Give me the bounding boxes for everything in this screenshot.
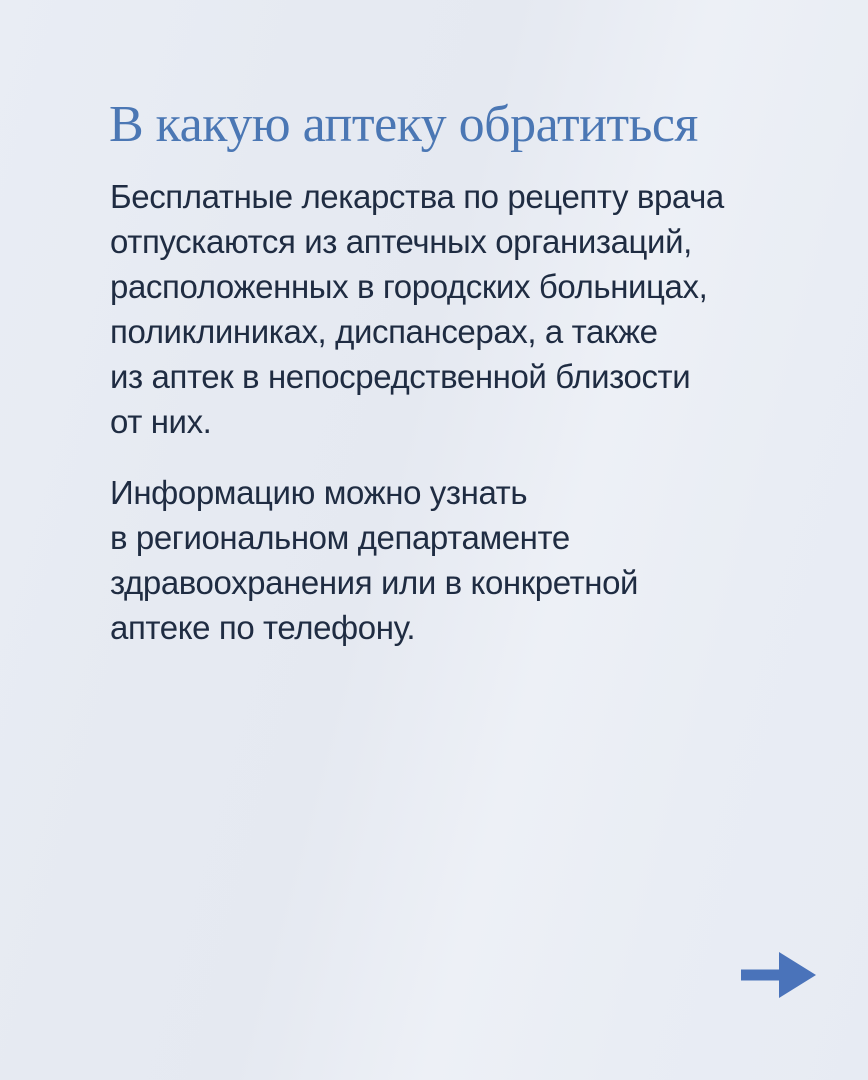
- arrow-right-icon: [739, 943, 817, 1007]
- next-slide-button[interactable]: [739, 943, 817, 1007]
- text-line: отпускаются из аптечных организаций,: [110, 223, 692, 260]
- text-line: из аптек в непосредственной близости: [110, 358, 691, 395]
- text-line: здравоохранения или в конкретной: [110, 564, 639, 601]
- text-line: Информацию можно узнать: [110, 474, 528, 511]
- text-line: Бесплатные лекарства по рецепту врача: [110, 178, 724, 215]
- text-line: поликлиниках, диспансерах, а также: [110, 313, 658, 350]
- paragraph-information: [110, 470, 820, 650]
- text-line: расположенных в городских больницах,: [110, 268, 708, 305]
- text-line: от них.: [110, 403, 212, 440]
- text-line: аптеке по телефону.: [110, 609, 416, 646]
- body-text: [110, 174, 820, 676]
- paragraph-pharmacies: [110, 174, 820, 444]
- text-line: в региональном департаменте: [110, 519, 570, 556]
- page-title: В какую аптеку обратиться: [109, 96, 698, 153]
